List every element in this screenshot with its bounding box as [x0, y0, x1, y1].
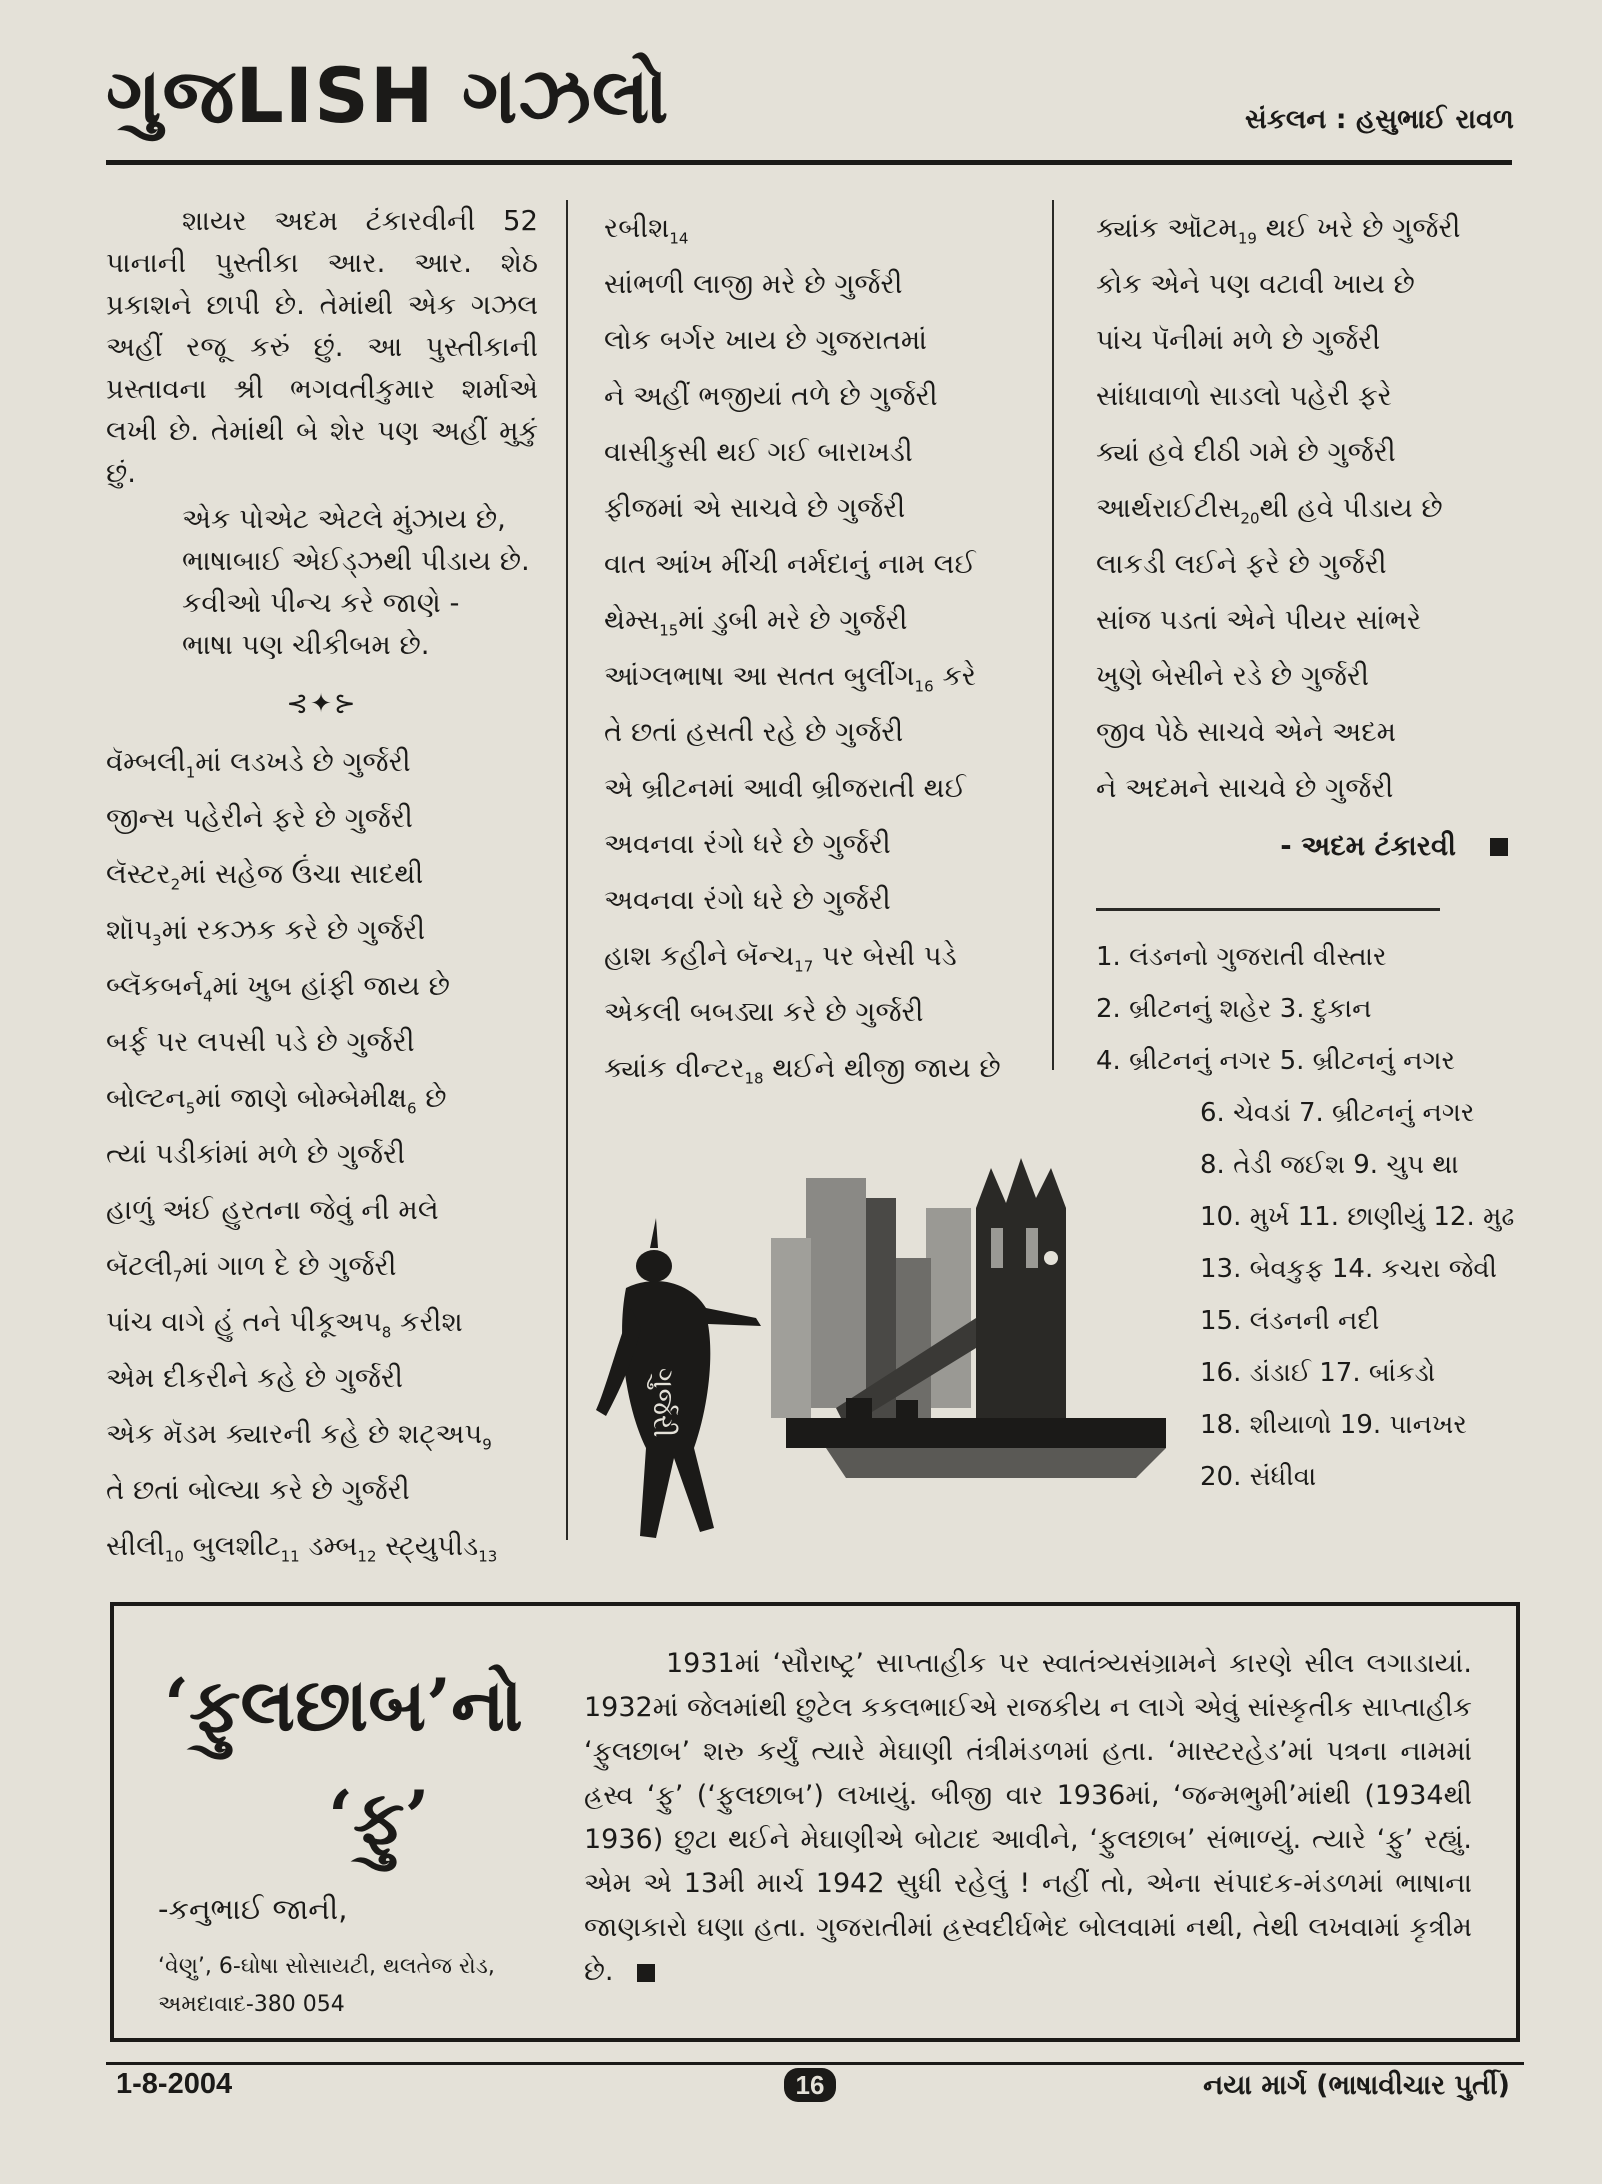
poem-column-2 — [604, 200, 1036, 1096]
poem-text: એક મૅડમ ક્યારની કહે છે શટ્‌અપ — [106, 1418, 483, 1450]
poem-text: એકલી બબડ્યા કરે છે ગુર્જરી — [604, 996, 924, 1028]
poem-text: અવનવા રંગો ધરે છે ગુર્જરી — [604, 828, 891, 860]
footnote-marker: 5 — [185, 1099, 196, 1118]
poem-text: અવનવા રંગો ધરે છે ગુર્જરી — [604, 884, 891, 916]
poem-line — [1096, 200, 1516, 256]
poem-text: કોક એને પણ વટાવી ખાય છે — [1096, 268, 1415, 300]
poem-text: માં જાણે બોમ્બેમીક્ષ — [195, 1082, 408, 1114]
poem-text: થેમ્સ — [604, 604, 660, 636]
poem-line — [106, 1182, 538, 1238]
footnote-marker: 4 — [202, 987, 213, 1006]
glossary-item: 16. ડાંડાઈ 17. બાંકડો — [1200, 1358, 1436, 1388]
glossary-rule — [1096, 908, 1440, 911]
glossary-item: 4. બ્રીટનનું નગર 5. બ્રીટનનું નગર — [1096, 1046, 1455, 1076]
poem-column-3 — [1096, 200, 1516, 816]
poem-text: થઈ ખરે છે ગુર્જરી — [1256, 212, 1461, 244]
poem-text: બૅટલી — [106, 1250, 173, 1282]
box-body-text: 1931માં ‘સૌરાષ્ટ્ર’ સાપ્તાહીક પર સ્વાતંત્ર્યસંગ્રામને કારણે સીલ લગાડાયાં. 1932માં જેલમાંથી છુટેલ કકલભાઈએ રાજકીય ન લાગે એવું સાંસ્કૃતીક સાપ્તાહીક ‘ફુલછાબ’ શરુ કર્યું ત્યારે મેઘાણી તંત્રીમંડળમાં હતા. ‘માસ્ટરહેડ’માં પત્રના નામમાં હ્રસ્વ ‘ફુ’ (‘ફુલછાબ’) લખાયું. બીજી વાર 1936માં, ‘જન્મભુમી’માંથી (1934થી 1936) છુટા થઈને મેઘાણીએ બોટાદ આવીને, ‘ફુલછાબ’ સંભાળ્યું. ત્યારે ‘ફુ’ રહ્યું. એમ એ 13મી માર્ચ 1942 સુધી રહેલું ! નહીં તો, એના સંપાદક-મંડળમાં ભાષાના જાણકારો ઘણા હતા. ગુજરાતીમાં હ્રસ્વદીર્ઘભેદ બોલવામાં નથી, તેથી લખવામાં કૃત્રીમ છે. — [584, 1648, 1472, 1987]
issue-date: 1-8-2004 — [116, 2068, 233, 2100]
poem-line — [1096, 256, 1516, 312]
poem-text: લોક બર્ગર ખાય છે ગુજરાતમાં — [604, 324, 927, 356]
poem-line — [604, 872, 1036, 928]
poem-text: ત્યાં પડીકાંમાં મળે છે ગુર્જરી — [106, 1138, 406, 1170]
figure-label: ગુર્જરી — [647, 1368, 680, 1438]
intro-quote — [182, 498, 538, 666]
poem-line — [604, 928, 1036, 984]
poem-text: માં ડુબી મરે છે ગુર્જરી — [678, 604, 908, 636]
poem-line — [106, 1126, 538, 1182]
poem-text: માં લડખડે છે ગુર્જરી — [195, 746, 411, 778]
poem-text: વાસીકુસી થઈ ગઈ બારાખડી — [604, 436, 913, 468]
poem-text: આંગ્લભાષા આ સતત બુલીંગ — [604, 660, 915, 692]
footnote-marker: 2 — [170, 875, 181, 894]
box-title: ‘ફુલછાબ’નો — [164, 1662, 523, 1747]
poem-text: પર બેસી પડે — [813, 940, 957, 972]
footnote-marker: 11 — [280, 1547, 300, 1566]
glossary-item: 13. બેવકુફ 14. કચરા જેવી — [1200, 1254, 1497, 1284]
poem-line — [106, 734, 538, 790]
poem-text: બ્લૅકબર્ન — [106, 970, 203, 1002]
footnote-marker: 9 — [482, 1435, 492, 1454]
compiler-credit: સંકલન : હસુભાઈ રાવળ — [1244, 104, 1514, 135]
poem-line — [1096, 760, 1516, 816]
poem-text: કરીશ — [391, 1306, 463, 1338]
poem-text: આર્થરાઈટીસ — [1096, 492, 1241, 524]
poem-line — [1096, 480, 1516, 536]
footnote-marker: 12 — [357, 1547, 377, 1566]
poem-text: જીવ પેઠે સાચવે એને અદમ — [1096, 716, 1397, 748]
intro-paragraph: શાયર અદમ ટંકારવીની 52 પાનાની પુસ્તીકા આર. આર. શેઠ પ્રકાશને છાપી છે. તેમાંથી એક ગઝલ અહીં રજૂ કરું છું. આ પુસ્તીકાની પ્રસ્તાવના શ્રી ભગવતીકુમાર શર્માએ લખી છે. તેમાંથી બે શેર પણ અહીં મુકું છું. — [106, 205, 538, 489]
poem-line — [1096, 368, 1516, 424]
poem-text: હાશ કહીને બૅન્ચ — [604, 940, 795, 972]
poem-line — [604, 480, 1036, 536]
footnote-marker: 7 — [172, 1267, 183, 1286]
poem-line — [604, 816, 1036, 872]
header-rule — [106, 160, 1512, 165]
poem-line — [106, 1350, 538, 1406]
poem-text: બોલ્ટન — [106, 1082, 186, 1114]
poem-line — [1096, 312, 1516, 368]
glossary-item: 1. લંડનનો ગુજરાતી વીસ્તાર — [1096, 942, 1387, 972]
poem-line — [106, 1294, 538, 1350]
poem-text: કરે — [933, 660, 977, 692]
poem-text: ક્યાં હવે દીઠી ગમે છે ગુર્જરી — [1096, 436, 1396, 468]
glossary-item: 10. મુર્ખ 11. છાણીયું 12. મુઢ — [1200, 1202, 1515, 1232]
poem-text: વાત આંખ મીંચી નર્મદાનું નામ લઈ — [604, 548, 976, 580]
poem-line — [106, 902, 538, 958]
poem-line — [106, 1406, 538, 1462]
poem-text: ને અદમને સાચવે છે ગુર્જરી — [1096, 772, 1394, 804]
poem-author-name: - અદમ ટંકારવી — [1280, 830, 1456, 862]
footnote-marker: 17 — [794, 957, 814, 976]
poem-line — [604, 256, 1036, 312]
poem-text: લૅસ્ટર — [106, 858, 171, 890]
box-author: -કનુભાઈ જાની, — [158, 1892, 348, 1926]
poem-text: એ બ્રીટનમાં આવી બ્રીજરાતી થઈ — [604, 772, 966, 804]
end-mark-icon — [637, 1964, 655, 1982]
poem-line — [1096, 592, 1516, 648]
poem-text: સીલી — [106, 1530, 165, 1562]
quote-line: ભાષા પણ ચીકીબમ છે. — [182, 629, 430, 661]
poem-text: માં રકઝક કરે છે ગુર્જરી — [161, 914, 426, 946]
poem-text: ડમ્બ — [299, 1530, 358, 1562]
poem-text: છે — [416, 1082, 447, 1114]
footnote-marker: 6 — [407, 1099, 417, 1118]
footnote-marker: 15 — [659, 621, 679, 640]
box-address: ‘વેણુ’, 6-ઘોષા સોસાયટી, થલતેજ રોડ, અમદાવાદ-380 054 — [158, 1954, 495, 2017]
footnote-marker: 8 — [381, 1323, 392, 1342]
footnote-marker: 19 — [1237, 229, 1257, 248]
poem-line — [604, 536, 1036, 592]
footnote-marker: 1 — [185, 763, 196, 782]
column-2 — [604, 200, 1036, 1096]
poem-line — [106, 1070, 538, 1126]
poem-line — [106, 1014, 538, 1070]
poem-text: સ્ટ્યુપીડ — [376, 1530, 479, 1562]
poem-line — [604, 592, 1036, 648]
footnote-marker: 14 — [669, 229, 689, 248]
poem-text: થઈને થીજી જાય છે — [763, 1052, 1001, 1084]
poem-text: માં ખુબ હાંફી જાય છે — [212, 970, 450, 1002]
poem-line — [1096, 704, 1516, 760]
poem-text: ફીજમાં એ સાચવે છે ગુર્જરી — [604, 492, 906, 524]
london-illustration — [596, 1148, 1166, 1548]
column-divider — [566, 200, 568, 1540]
footnote-marker: 18 — [744, 1069, 764, 1088]
poem-line — [604, 1040, 1036, 1096]
footnote-marker: 16 — [914, 677, 934, 696]
column-1 — [106, 200, 538, 1574]
poem-line — [604, 200, 1036, 256]
poem-text: ક્યાંક ઑટમ — [1096, 212, 1238, 244]
poem-line — [604, 984, 1036, 1040]
poem-column-1 — [106, 734, 538, 1574]
poem-line — [1096, 536, 1516, 592]
quote-line: ભાષાબાઈ એઈડ્‌ઝથી પીડાય છે. — [182, 545, 530, 577]
poem-text: સાંધાવાળો સાડલો પહેરી ફરે — [1096, 380, 1392, 412]
glossary-item: 6. ચેવડાં 7. બ્રીટનનું નગર — [1200, 1098, 1475, 1128]
footnote-marker: 13 — [478, 1547, 498, 1566]
poem-line — [1096, 424, 1516, 480]
glossary-item: 2. બ્રીટનનું શહેર 3. દુકાન — [1096, 994, 1372, 1024]
box-subtitle: ‘ફુ’ — [328, 1774, 430, 1859]
poem-line — [604, 648, 1036, 704]
column-divider — [1052, 200, 1054, 1070]
poem-line — [604, 760, 1036, 816]
poem-text: માં ગાળ દે છે ગુર્જરી — [182, 1250, 397, 1282]
poem-text: સાંભળી લાજી મરે છે ગુર્જરી — [604, 268, 903, 300]
poem-text: પાંચ પૅનીમાં મળે છે ગુર્જરી — [1096, 324, 1381, 356]
poem-text: બુલશીટ — [183, 1530, 281, 1562]
poem-line — [604, 312, 1036, 368]
poem-line — [604, 704, 1036, 760]
footer-rule — [106, 2062, 1524, 2065]
footnote-marker: 20 — [1240, 509, 1260, 528]
glossary-item: 8. તેડી જઈશ 9. ચુપ થા — [1200, 1150, 1459, 1180]
poem-author — [1096, 818, 1516, 874]
poem-line — [106, 1518, 538, 1574]
ornament-divider-icon: ⊰✦⊱ — [286, 689, 358, 719]
quote-line: એક પોએટ એટલે મુંઝાય છે, — [182, 503, 506, 535]
magazine-name: નયા માર્ગ (ભાષાવીચાર પુર્તી) — [1203, 2070, 1510, 2101]
poem-text: ખુણે બેસીને રડે છે ગુર્જરી — [1096, 660, 1370, 692]
poem-text: એમ દીકરીને કહે છે ગુર્જરી — [106, 1362, 404, 1394]
quote-line: કવીઓ પીન્ચ કરે જાણે - — [182, 587, 460, 619]
poem-line — [106, 1238, 538, 1294]
poem-text: તે છતાં હસતી રહે છે ગુર્જરી — [604, 716, 904, 748]
poem-text: લાકડી લઈને ફરે છે ગુર્જરી — [1096, 548, 1387, 580]
page-title: ગુજLISH ગઝલો — [106, 51, 670, 140]
poem-text: વૅમ્બલી — [106, 746, 186, 778]
glossary-item: 20. સંધીવા — [1200, 1462, 1317, 1492]
poem-text: રબીશ — [604, 212, 670, 244]
poem-text: હાળું અંઈ હુરતના જેવું ની મલે — [106, 1194, 439, 1226]
poem-text: જીન્સ પહેરીને ફરે છે ગુર્જરી — [106, 802, 413, 834]
footnote-marker: 10 — [164, 1547, 184, 1566]
page-number: 16 — [784, 2068, 836, 2102]
poem-text: ને અહીં ભજીયાં તળે છે ગુર્જરી — [604, 380, 938, 412]
poem-text: બર્ફ પર લપસી પડે છે ગુર્જરી — [106, 1026, 415, 1058]
poem-line — [106, 790, 538, 846]
box-body — [584, 1642, 1472, 1994]
fulchhab-box — [110, 1602, 1520, 2042]
glossary-item: 15. લંડનની નદી — [1200, 1306, 1380, 1336]
poem-text: માં સહેજ ઉંચા સાદથી — [180, 858, 424, 890]
poem-text: શૉપ — [106, 914, 153, 946]
glossary-item: 18. શીયાળો 19. પાનખર — [1200, 1410, 1467, 1440]
poem-line — [1096, 648, 1516, 704]
poem-text: સાંજ પડતાં એને પીયર સાંભરે — [1096, 604, 1422, 636]
poem-text: થી હવે પીડાય છે — [1259, 492, 1443, 524]
poem-line — [106, 1462, 538, 1518]
poem-line — [106, 958, 538, 1014]
poem-text: પાંચ વાગે હું તને પીકૂઅપ — [106, 1306, 382, 1338]
end-mark-icon — [1490, 838, 1508, 856]
poem-text: ક્યાંક વીન્ટર — [604, 1052, 745, 1084]
poem-line — [106, 846, 538, 902]
footnote-marker: 3 — [152, 931, 162, 950]
poem-line — [604, 424, 1036, 480]
poem-text: તે છતાં બોલ્યા કરે છે ગુર્જરી — [106, 1474, 410, 1506]
poem-line — [604, 368, 1036, 424]
